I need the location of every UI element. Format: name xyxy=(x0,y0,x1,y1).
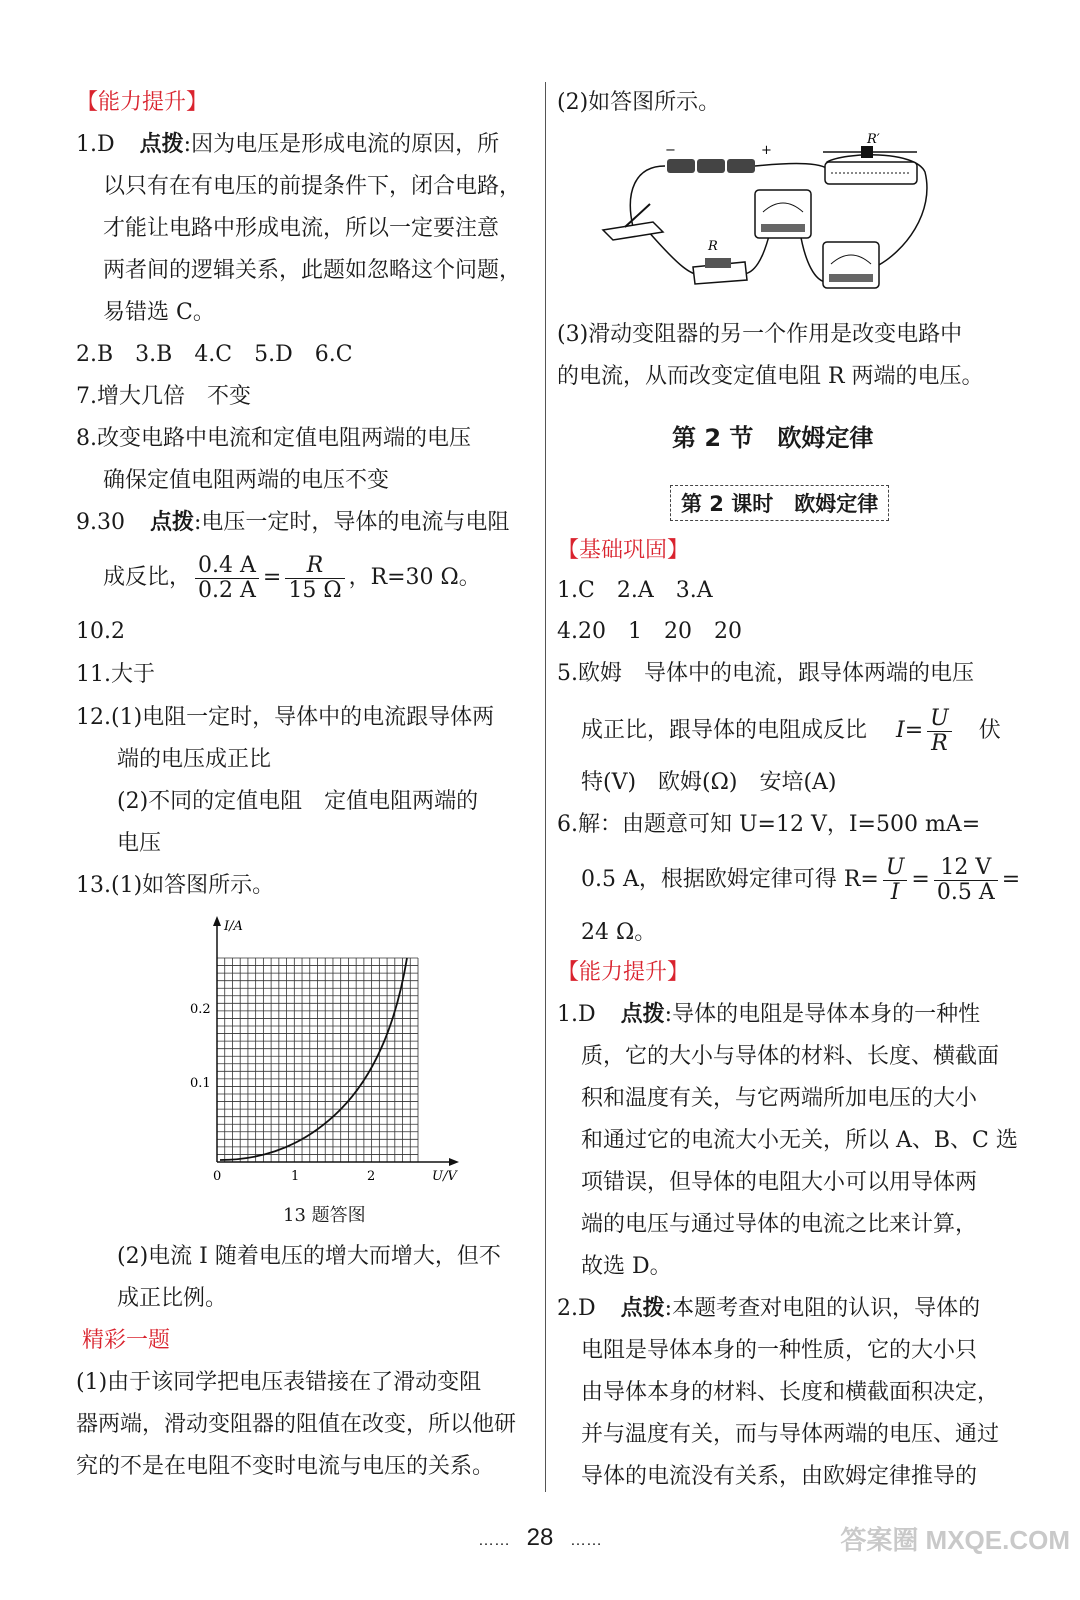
answer-13-part2-line1: (2)电流 I 随着电压的增大而增大，但不 xyxy=(117,1244,501,1269)
basic-6-line3: 24 Ω。 xyxy=(581,920,657,945)
equals-sign: = xyxy=(262,565,282,590)
minus-label: − xyxy=(665,143,676,158)
basic-6-line1: 6.解：由题意可知 U=12 V，I=500 mA= xyxy=(557,812,981,837)
frac-numerator: R xyxy=(285,554,344,579)
circuit-diagram xyxy=(595,132,935,302)
up2-text: :本题考查对电阻的认识，导体的 xyxy=(664,1296,981,1321)
basic-5-line1: 5.欧姆 导体中的电流，跟导体两端的电压 xyxy=(557,661,974,686)
up2-line5: 导体的电流没有关系，由欧姆定律推导的 xyxy=(581,1464,978,1489)
q9-formula xyxy=(103,552,481,604)
frac-denominator: I xyxy=(890,879,900,905)
x-axis-label: U/V xyxy=(432,1169,457,1184)
highlight-line3: 究的不是在电阻不变时电流与电压的关系。 xyxy=(76,1454,495,1479)
page-number: 28 xyxy=(526,1524,554,1551)
x-tick-label: 2 xyxy=(367,1169,376,1184)
answer-8-line1: 8.改变电路中电流和定值电阻两端的电压 xyxy=(76,426,471,451)
basic-6-text: 0.5 A，根据欧姆定律可得 R= xyxy=(581,867,879,892)
section-title: 第 2 节 欧姆定律 xyxy=(672,424,874,452)
watermark: 答案圈 MXQE.COM xyxy=(840,1525,1070,1555)
answer-12-line1: 12.(1)电阻一定时，导体中的电流跟导体两 xyxy=(76,705,495,730)
answers-2-6: 2.B 3.B 4.C 5.D 6.C xyxy=(76,342,353,367)
q1-line5: 易错选 C。 xyxy=(103,300,215,325)
equals-sign: = xyxy=(911,867,930,892)
highlight-line2: 器两端，滑动变阻器的阻值在改变，所以他研 xyxy=(76,1412,517,1437)
x-axis-arrow xyxy=(449,1158,459,1166)
x-tick-label: 1 xyxy=(291,1169,300,1184)
q9-num: 9.30 xyxy=(76,510,125,535)
frac-denominator: 0.5 A xyxy=(936,879,995,905)
r-part3-line1: (3)滑动变阻器的另一个作用是改变电路中 xyxy=(557,322,963,347)
up1-keyword: 点拨 xyxy=(620,1002,665,1027)
equals-sign: = xyxy=(1001,867,1021,892)
basic-1-3: 1.C 2.A 3.A xyxy=(557,578,713,603)
battery-icon xyxy=(667,159,755,173)
y-tick-label: 0.2 xyxy=(190,1002,211,1017)
answer-13-part2-line2: 成正比例。 xyxy=(117,1286,228,1311)
basic-5-tail: 伏 xyxy=(978,718,1001,743)
fraction-u-over-i xyxy=(883,856,908,905)
q1-line1 xyxy=(76,130,499,160)
fraction-values xyxy=(934,856,998,905)
frac-denominator: R xyxy=(931,730,948,756)
frac-denominator: 15 Ω xyxy=(288,577,342,603)
fraction-current xyxy=(195,554,259,603)
answer-8-line2: 确保定值电阻两端的电压不变 xyxy=(103,468,390,493)
up1-line4: 和通过它的电流大小无关，所以 A、B、C 选 xyxy=(581,1128,1018,1153)
column-divider xyxy=(545,82,546,1492)
up1-line6: 端的电压与通过导体的电流之比来计算， xyxy=(581,1212,978,1237)
answer-11: 11.大于 xyxy=(76,662,155,687)
basic-6-line2 xyxy=(581,854,1020,906)
plus-label: + xyxy=(761,143,772,158)
section-tag-ability-2: 【能力提升】 xyxy=(557,960,690,985)
q9-text: :电压一定时，导体的电流与电阻 xyxy=(194,510,510,535)
basic-5-line2 xyxy=(581,706,1001,756)
answer-7: 7.增大几倍 不变 xyxy=(76,384,251,409)
iv-graph xyxy=(180,910,470,1200)
answer-10: 10.2 xyxy=(76,619,125,644)
q1-keyword: 点拨 xyxy=(139,132,184,157)
frac-denominator: 0.2 A xyxy=(198,577,256,603)
graph-caption: 13 题答图 xyxy=(283,1205,366,1226)
y-tick-label: 0.1 xyxy=(190,1076,211,1091)
basic-5-line3: 特(V) 欧姆(Ω) 安培(A) xyxy=(581,770,837,795)
q9-pre: 成反比， xyxy=(103,565,192,590)
page-dots-left: …… xyxy=(477,1532,510,1549)
q9-line1 xyxy=(76,508,509,538)
up2-line2: 电阻是导体本身的一种性质，它的大小只 xyxy=(581,1338,978,1363)
up2-keyword: 点拨 xyxy=(620,1296,665,1321)
q1-num: 1.D xyxy=(76,132,115,157)
up1-line1 xyxy=(557,1000,980,1030)
up2-line3: 由导体本身的材料、长度和横截面积决定， xyxy=(581,1380,1000,1405)
x-tick-label: 0 xyxy=(213,1169,222,1184)
rheostat-icon xyxy=(823,146,917,184)
q1-text: :因为电压是形成电流的原因，所 xyxy=(183,132,500,157)
section-tag-basic: 【基础巩固】 xyxy=(557,538,690,563)
q9-post: ，R=30 Ω。 xyxy=(348,565,481,590)
up1-line7: 故选 D。 xyxy=(581,1254,672,1279)
y-axis-label: I/A xyxy=(224,919,243,934)
answer-12-line3: (2)不同的定值电阻 定值电阻两端的 xyxy=(117,789,479,814)
fraction-u-over-r xyxy=(927,707,952,756)
up1-num: 1.D xyxy=(557,1002,596,1027)
resistor-label: R xyxy=(708,239,718,254)
resistor-icon xyxy=(693,258,747,284)
answer-12-line4: 电压 xyxy=(117,831,162,856)
section-tag-ability: 【能力提升】 xyxy=(76,90,209,115)
q1-line4: 两者间的逻辑关系，此题如忽略这个问题， xyxy=(103,258,522,283)
answer-12-line2: 端的电压成正比 xyxy=(117,747,272,772)
lesson-title: 第 2 课时 欧姆定律 xyxy=(670,485,889,521)
up2-line4: 并与温度有关，而与导体两端的电压、通过 xyxy=(581,1422,1000,1447)
up1-text: :导体的电阻是导体本身的一种性 xyxy=(664,1002,981,1027)
graph-grid xyxy=(217,958,418,1162)
frac-numerator: 0.4 A xyxy=(195,554,259,579)
y-axis-arrow xyxy=(213,916,221,926)
q1-line3: 才能让电路中形成电流，所以一定要注意 xyxy=(103,216,500,241)
voltmeter-icon xyxy=(755,190,811,238)
up2-num: 2.D xyxy=(557,1296,596,1321)
switch-icon xyxy=(603,204,663,240)
basic-4: 4.20 1 20 20 xyxy=(557,619,742,644)
frac-numerator: U xyxy=(883,856,908,881)
frac-numerator: 12 V xyxy=(934,856,998,881)
page-dots-right: …… xyxy=(570,1532,603,1549)
answer-13-line1: 13.(1)如答图所示。 xyxy=(76,873,275,898)
highlight-line1: (1)由于该同学把电压表错接在了滑动变阻 xyxy=(76,1370,482,1395)
up1-line3: 积和温度有关，与它两端所加电压的大小 xyxy=(581,1086,978,1111)
basic-5-text: 成正比，跟导体的电阻成反比 xyxy=(581,718,868,743)
r-part3-line2: 的电流，从而改变定值电阻 R 两端的电压。 xyxy=(557,364,984,389)
up2-line1 xyxy=(557,1294,980,1324)
frac-numerator: U xyxy=(927,707,952,732)
section-tag-highlight: 精彩一题 xyxy=(82,1328,171,1353)
ammeter-icon xyxy=(823,242,879,288)
up1-line2: 质，它的大小与导体的材料、长度、横截面 xyxy=(581,1044,1000,1069)
up1-line5: 项错误，但导体的电阻大小可以用导体两 xyxy=(581,1170,978,1195)
fraction-resistance xyxy=(285,554,344,603)
r-part2: (2)如答图所示。 xyxy=(557,90,721,115)
q1-line2: 以只有在有电压的前提条件下，闭合电路， xyxy=(103,174,522,199)
formula-i: I= xyxy=(896,718,924,743)
rheostat-label: R′ xyxy=(867,132,880,147)
q9-keyword: 点拨 xyxy=(149,510,194,535)
